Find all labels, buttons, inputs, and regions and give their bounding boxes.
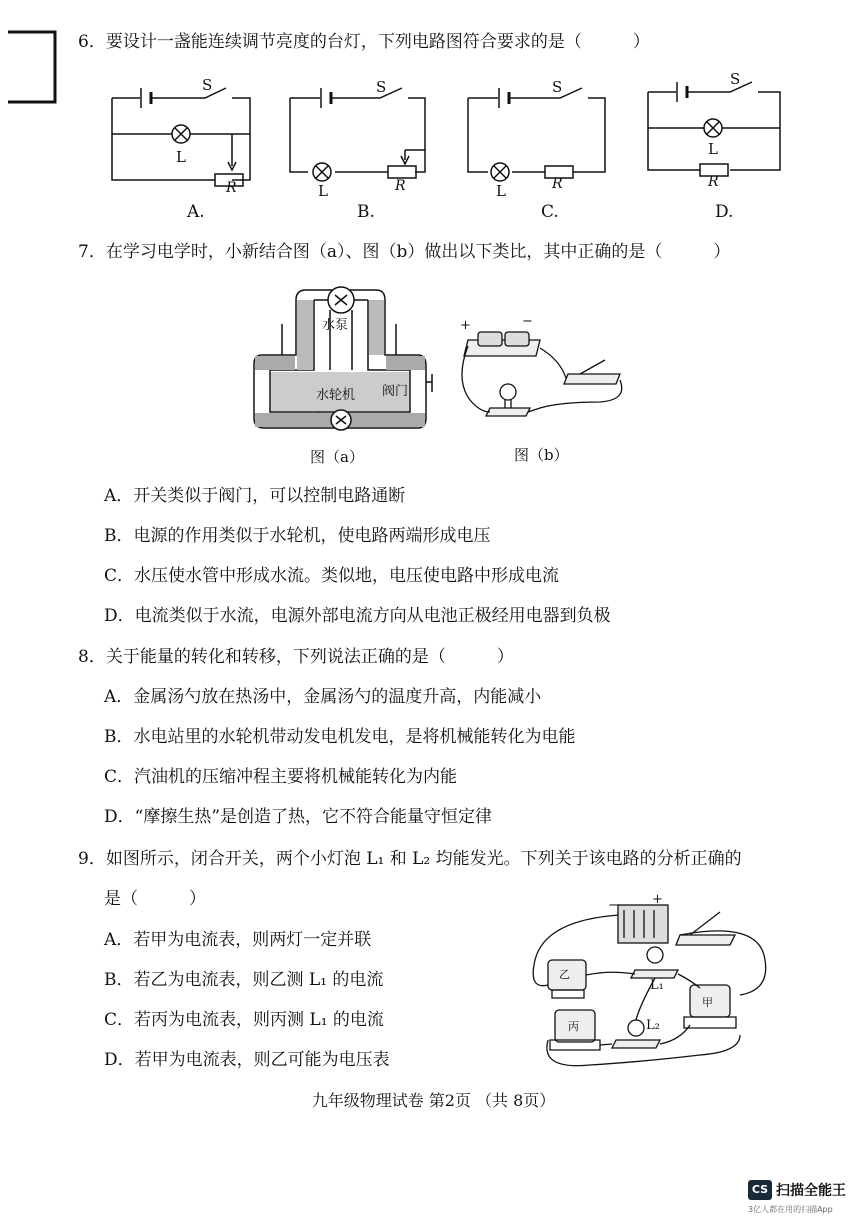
circuit-c [468, 88, 605, 181]
fig-a-pump-label: 水泵 [322, 318, 349, 333]
q8-option-b: B．水电站里的水轮机带动发电机发电，是将机械能转化为电能 [104, 727, 576, 747]
margin-bracket [8, 32, 55, 102]
q9-battery-minus: − [608, 898, 619, 913]
q6a-switch-label: S [202, 76, 213, 94]
watermark-sub: 3亿人都在用的扫描App [748, 1205, 833, 1214]
figure-b-electric-circuit [462, 332, 622, 416]
q9-stem: 9．如图所示，闭合开关，两个小灯泡 L₁ 和 L₂ 均能发光。下列关于该电路的分析正确的 [78, 849, 742, 869]
q9-l1-label: L₁ [650, 978, 664, 993]
q9-meter-yi-label: 乙 [559, 968, 570, 981]
circuit-d [648, 82, 780, 176]
q8-option-d: D．“摩擦生热”是创造了热，它不符合能量守恒定律 [104, 807, 493, 827]
fig-a-caption: 图（a） [310, 448, 364, 466]
q9-option-c: C．若丙为电流表，则丙测 L₁ 的电流 [104, 1010, 384, 1030]
watermark-name: 扫描全能王 [776, 1183, 846, 1199]
q6c-letter: C. [541, 202, 559, 222]
q6a-lamp-label: L [176, 148, 186, 166]
q8-stem: 8．关于能量的转化和转移，下列说法正确的是（ ） [78, 647, 514, 667]
q7-option-b: B．电源的作用类似于水轮机，使电路两端形成电压 [104, 526, 491, 546]
q6d-letter: D. [715, 202, 734, 222]
fig-b-plus: + [460, 318, 471, 333]
circuit-a [112, 88, 250, 186]
fig-a-valve-label: 阀门 [382, 384, 409, 399]
q9-l2-label: L₂ [646, 1018, 660, 1033]
q6-stem: 6．要设计一盏能连续调节亮度的台灯，下列电路图符合要求的是（ ） [78, 32, 650, 52]
q7-option-c: C．水压使水管中形成水流。类似地，电压使电路中形成电流 [104, 566, 560, 586]
q6c-res-label: R [552, 176, 563, 192]
fig-b-minus: − [522, 314, 533, 329]
q9-meter-bing-label: 丙 [568, 1020, 579, 1033]
q9-meter-jia-label: 甲 [702, 996, 713, 1009]
page-footer: 九年级物理试卷 第2页 （共 8页） [311, 1091, 556, 1110]
q9-option-d: D．若甲为电流表，则乙可能为电压表 [104, 1050, 390, 1070]
q7-stem: 7．在学习电学时，小新结合图（a）、图（b）做出以下类比，其中正确的是（ ） [78, 242, 731, 262]
q6b-letter: B. [357, 202, 375, 222]
q9-stem-cont: 是（ ） [104, 889, 206, 909]
q6b-lamp-label: L [318, 182, 328, 200]
q6b-switch-label: S [376, 78, 387, 96]
q8-option-c: C．汽油机的压缩冲程主要将机械能转化为内能 [104, 767, 458, 787]
fig-b-caption: 图（b） [514, 446, 569, 464]
q7-option-d: D．电流类似于水流，电源外部电流方向从电池正极经用电器到负极 [104, 606, 611, 626]
q6c-lamp-label: L [496, 182, 506, 200]
figure-a-water-circuit [254, 287, 432, 430]
q6d-switch-label: S [730, 70, 741, 88]
scanner-watermark [748, 1180, 858, 1224]
q6a-res-label: R [226, 180, 237, 196]
q6d-lamp-label: L [708, 140, 718, 158]
q8-option-a: A．金属汤勺放在热汤中，金属汤勺的温度升高，内能减小 [104, 687, 542, 707]
q6d-res-label: R [708, 174, 719, 190]
q6b-res-label: R [395, 178, 406, 194]
cs-logo-icon: CS [748, 1180, 772, 1200]
circuit-b [290, 88, 425, 181]
q7-option-a: A．开关类似于阀门，可以控制电路通断 [104, 486, 406, 506]
q9-option-a: A．若甲为电流表，则两灯一定并联 [104, 930, 372, 950]
q6c-switch-label: S [552, 78, 563, 96]
q6a-letter: A. [187, 202, 205, 222]
fig-a-turbine-label: 水轮机 [316, 388, 356, 403]
q9-battery-plus: + [652, 892, 663, 907]
q9-option-b: B．若乙为电流表，则乙测 L₁ 的电流 [104, 970, 384, 990]
